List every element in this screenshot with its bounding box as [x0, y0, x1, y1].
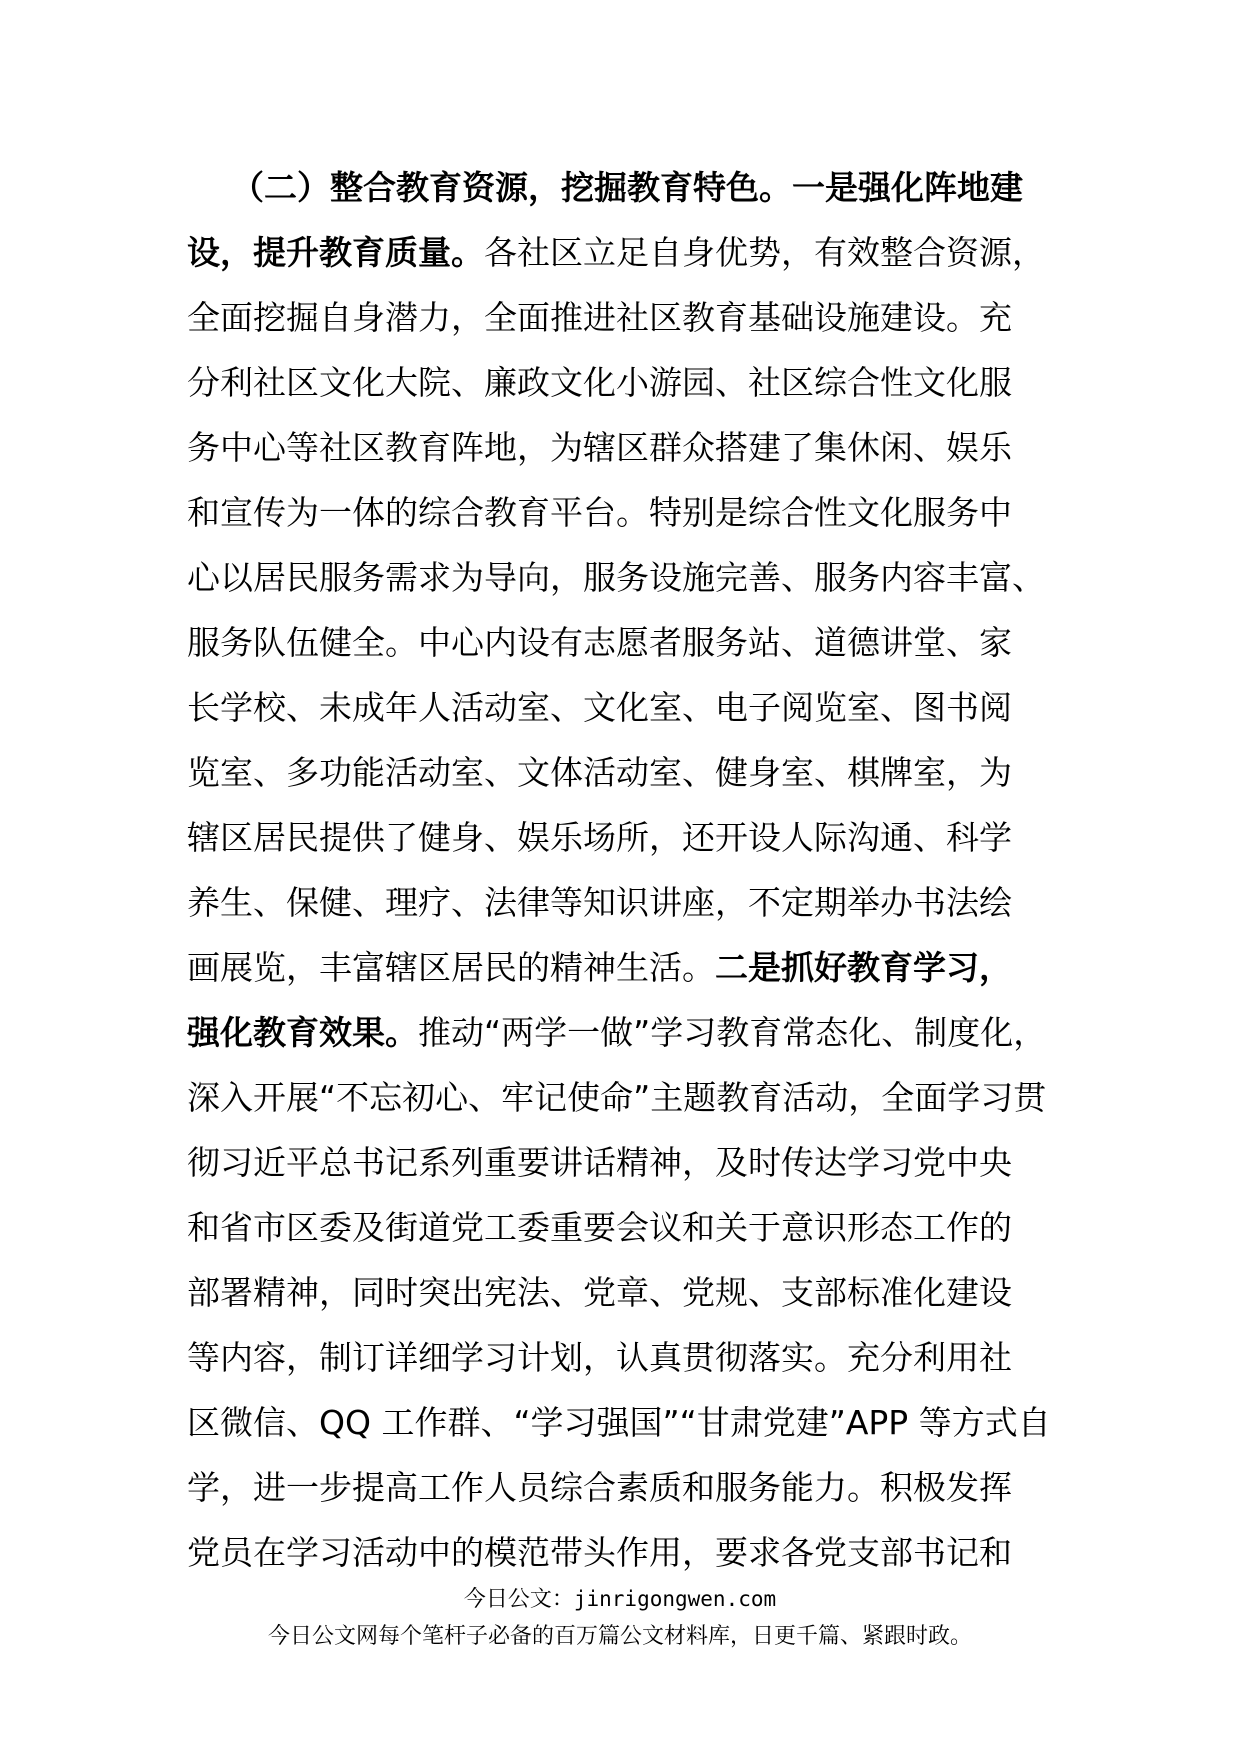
text-segment: 推动“两学一做”学习教育常态化、制度化，	[418, 1013, 1047, 1052]
text-segment: 学，进一步提高工作人员综合素质和服务能力。积极发挥	[187, 1468, 1012, 1507]
text-segment: 全面挖掘自身潜力，全面推进社区教育基础设施建设。充	[187, 298, 1012, 337]
text-segment: 和省市区委及街道党工委重要会议和关于意识形态工作的	[187, 1208, 1012, 1247]
text-line	[187, 740, 1057, 805]
text-line	[187, 1195, 1057, 1260]
text-segment: 务中心等社区教育阵地，为辖区群众搭建了集休闲、娱乐	[187, 428, 1012, 467]
text-line	[187, 480, 1057, 545]
text-line	[187, 545, 1057, 610]
text-line	[187, 1000, 1057, 1065]
text-line	[187, 610, 1057, 675]
footer-source-label: 今日公文：	[463, 1587, 574, 1612]
text-segment: 和宣传为一体的综合教育平台。特别是综合性文化服务中	[187, 493, 1012, 532]
text-segment: 区微信、QQ 工作群、“学习强国”“甘肃党建”APP 等方式自	[187, 1403, 1051, 1442]
text-line	[187, 155, 1057, 220]
bold-text-segment: 强化教育效果。	[187, 1013, 418, 1052]
text-line	[187, 220, 1057, 285]
text-segment: 长学校、未成年人活动室、文化室、电子阅览室、图书阅	[187, 688, 1012, 727]
footer-slogan: 今日公文网每个笔杆子必备的百万篇公文材料库，日更千篇、紧跟时政。	[267, 1624, 972, 1649]
text-segment: 分利社区文化大院、廉政文化小游园、社区综合性文化服	[187, 363, 1012, 402]
text-segment: 心以居民服务需求为导向，服务设施完善、服务内容丰富、	[187, 558, 1045, 597]
text-line	[187, 1520, 1057, 1585]
text-segment: 等内容，制订详细学习计划，认真贯彻落实。充分利用社	[187, 1338, 1012, 1377]
text-segment: 部署精神，同时突出宪法、党章、党规、支部标准化建设	[187, 1273, 1012, 1312]
text-line	[187, 870, 1057, 935]
body-paragraph	[187, 155, 1057, 1585]
text-segment: 览室、多功能活动室、文体活动室、健身室、棋牌室，为	[187, 753, 1012, 792]
bold-text-segment: （二）整合教育资源，挖掘教育特色。一是强化阵地建	[231, 168, 1023, 207]
text-line	[187, 1260, 1057, 1325]
text-line	[187, 1325, 1057, 1390]
text-line	[187, 935, 1057, 1000]
text-segment: 画展览，丰富辖区居民的精神生活。	[187, 948, 715, 987]
footer-source-line	[0, 1582, 1240, 1613]
text-segment: 服务队伍健全。中心内设有志愿者服务站、道德讲堂、家	[187, 623, 1012, 662]
text-line	[187, 1455, 1057, 1520]
text-line	[187, 1130, 1057, 1195]
text-line	[187, 1390, 1057, 1455]
text-line	[187, 285, 1057, 350]
text-segment: 辖区居民提供了健身、娱乐场所，还开设人际沟通、科学	[187, 818, 1012, 857]
text-line	[187, 675, 1057, 740]
text-segment: 党员在学习活动中的模范带头作用，要求各党支部书记和	[187, 1533, 1012, 1572]
bold-text-segment: 设，提升教育质量。	[187, 233, 484, 272]
text-segment: 各社区立足自身优势，有效整合资源，	[484, 233, 1045, 272]
text-line	[187, 415, 1057, 480]
footer-source-url[interactable]: jinrigongwen.com	[573, 1587, 777, 1611]
text-segment: 养生、保健、理疗、法律等知识讲座，不定期举办书法绘	[187, 883, 1012, 922]
text-line	[187, 1065, 1057, 1130]
text-line	[187, 805, 1057, 870]
text-segment: 深入开展“不忘初心、牢记使命”主题教育活动，全面学习贯	[187, 1078, 1047, 1117]
text-line	[187, 350, 1057, 415]
text-segment: 彻习近平总书记系列重要讲话精神，及时传达学习党中央	[187, 1143, 1012, 1182]
bold-text-segment: 二是抓好教育学习，	[715, 948, 1012, 987]
